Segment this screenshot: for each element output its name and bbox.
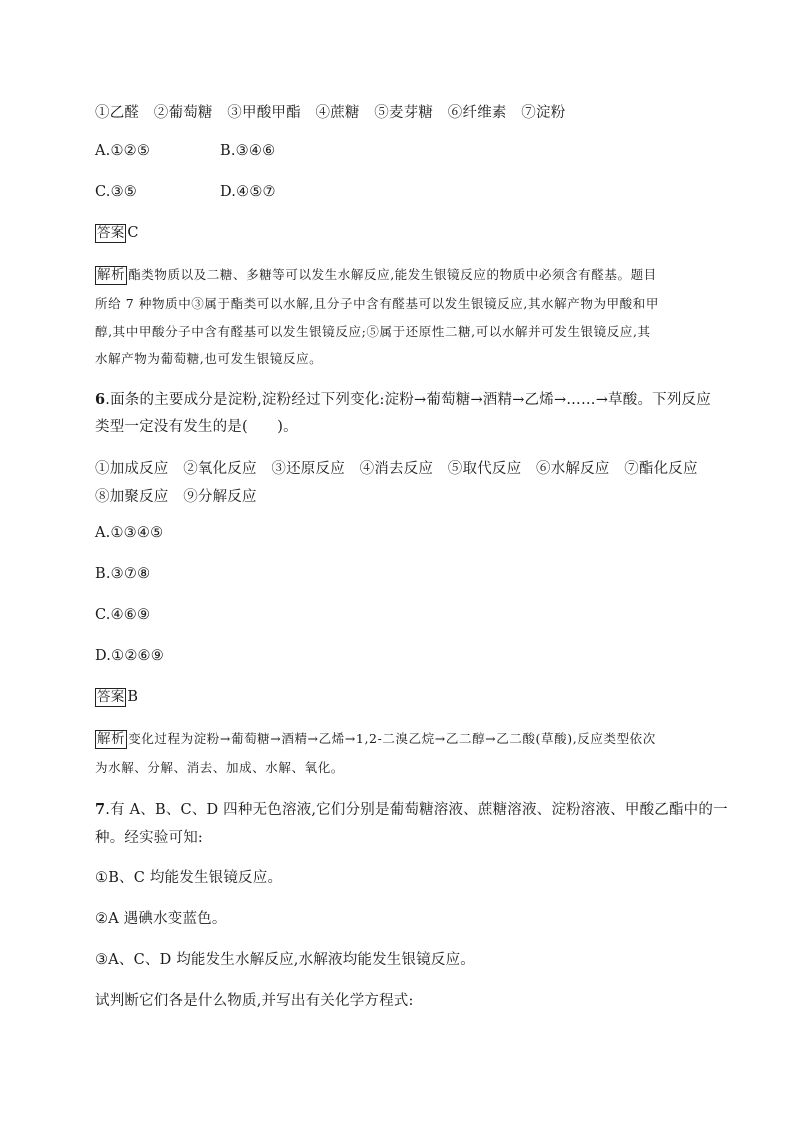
q5-explanation-line-1 — [95, 265, 657, 285]
answer-tag: 答案 — [97, 225, 125, 241]
q6-answer — [95, 688, 138, 707]
question-stem-text: .面条的主要成分是淀粉,淀粉经过下列变化:淀粉→葡萄糖→酒精→乙烯→……→草酸。下列反应 — [105, 392, 711, 408]
q5-explanation-line-2: 所给 7 种物质中③属于酯类可以水解,且分子中含有醛基可以发生银镜反应,其水解产物为甲酸和甲 — [95, 296, 659, 311]
q6-option-a[interactable]: A.①③④⑤ — [95, 525, 164, 541]
q5-explanation-line-4: 水解产物为葡萄糖,也可发生银镜反应。 — [95, 351, 323, 366]
q6-explanation-line-2: 为水解、分解、消去、加成、水解、氧化。 — [95, 760, 344, 775]
q7-fact-3: ③A、C、D 均能发生水解反应,水解液均能发生银镜反应。 — [95, 952, 476, 968]
q6-stem-line-1 — [95, 388, 711, 409]
answer-tag: 答案 — [97, 689, 125, 705]
question-number: 7 — [95, 801, 106, 818]
q7-stem-line-1 — [95, 798, 728, 819]
q5-option-a[interactable]: A.①②⑤ — [95, 143, 151, 159]
q5-explanation-line-3: 醇,其中甲酸分子中含有醛基可以发生银镜反应;⑤属于还原性二糖,可以水解并可发生银镜反应,其 — [95, 324, 651, 339]
explanation-tag: 解析 — [97, 267, 126, 283]
q7-fact-1: ①B、C 均能发生银镜反应。 — [95, 870, 283, 886]
q6-option-b[interactable]: B.③⑦⑧ — [95, 566, 151, 582]
q6-items-line-2: ⑧加聚反应 ⑨分解反应 — [95, 489, 257, 505]
explanation-text: 变化过程为淀粉→葡萄糖→酒精→乙烯→1,2-二溴乙烷→乙二醇→乙二酸(草酸),反应类型依次 — [128, 731, 656, 746]
q7-fact-2: ②A 遇碘水变蓝色。 — [95, 911, 227, 927]
explanation-text: 酯类物质以及二糖、多糖等可以发生水解反应,能发生银镜反应的物质中必须含有醛基。题目 — [128, 267, 657, 282]
q6-items-line-1: ①加成反应 ②氧化反应 ③还原反应 ④消去反应 ⑤取代反应 ⑥水解反应 ⑦酯化反应 — [95, 461, 698, 477]
q7-stem-line-2: 种。经实验可知: — [95, 830, 203, 846]
answer-value: B — [127, 689, 139, 705]
q7-task: 试判断它们各是什么物质,并写出有关化学方程式: — [95, 993, 414, 1009]
q6-option-d[interactable]: D.①②⑥⑨ — [95, 648, 164, 664]
q5-answer — [95, 224, 139, 243]
q5-option-c[interactable]: C.③⑤ — [95, 184, 137, 200]
q6-stem-line-2: 类型一定没有发生的是( )。 — [95, 419, 298, 435]
question-stem-text: .有 A、B、C、D 四种无色溶液,它们分别是葡萄糖溶液、蔗糖溶液、淀粉溶液、甲酸乙酯中的一 — [105, 802, 728, 818]
answer-value: C — [127, 225, 139, 241]
q5-items-line: ①乙醛 ②葡萄糖 ③甲酸甲酯 ④蔗糖 ⑤麦芽糖 ⑥纤维素 ⑦淀粉 — [95, 105, 566, 121]
explanation-tag: 解析 — [97, 731, 126, 747]
q5-option-b[interactable]: B.③④⑥ — [220, 143, 276, 159]
q6-option-c[interactable]: C.④⑥⑨ — [95, 607, 151, 623]
q6-explanation-line-1 — [95, 729, 656, 749]
q5-option-d[interactable]: D.④⑤⑦ — [220, 184, 276, 200]
question-number: 6 — [95, 391, 106, 408]
